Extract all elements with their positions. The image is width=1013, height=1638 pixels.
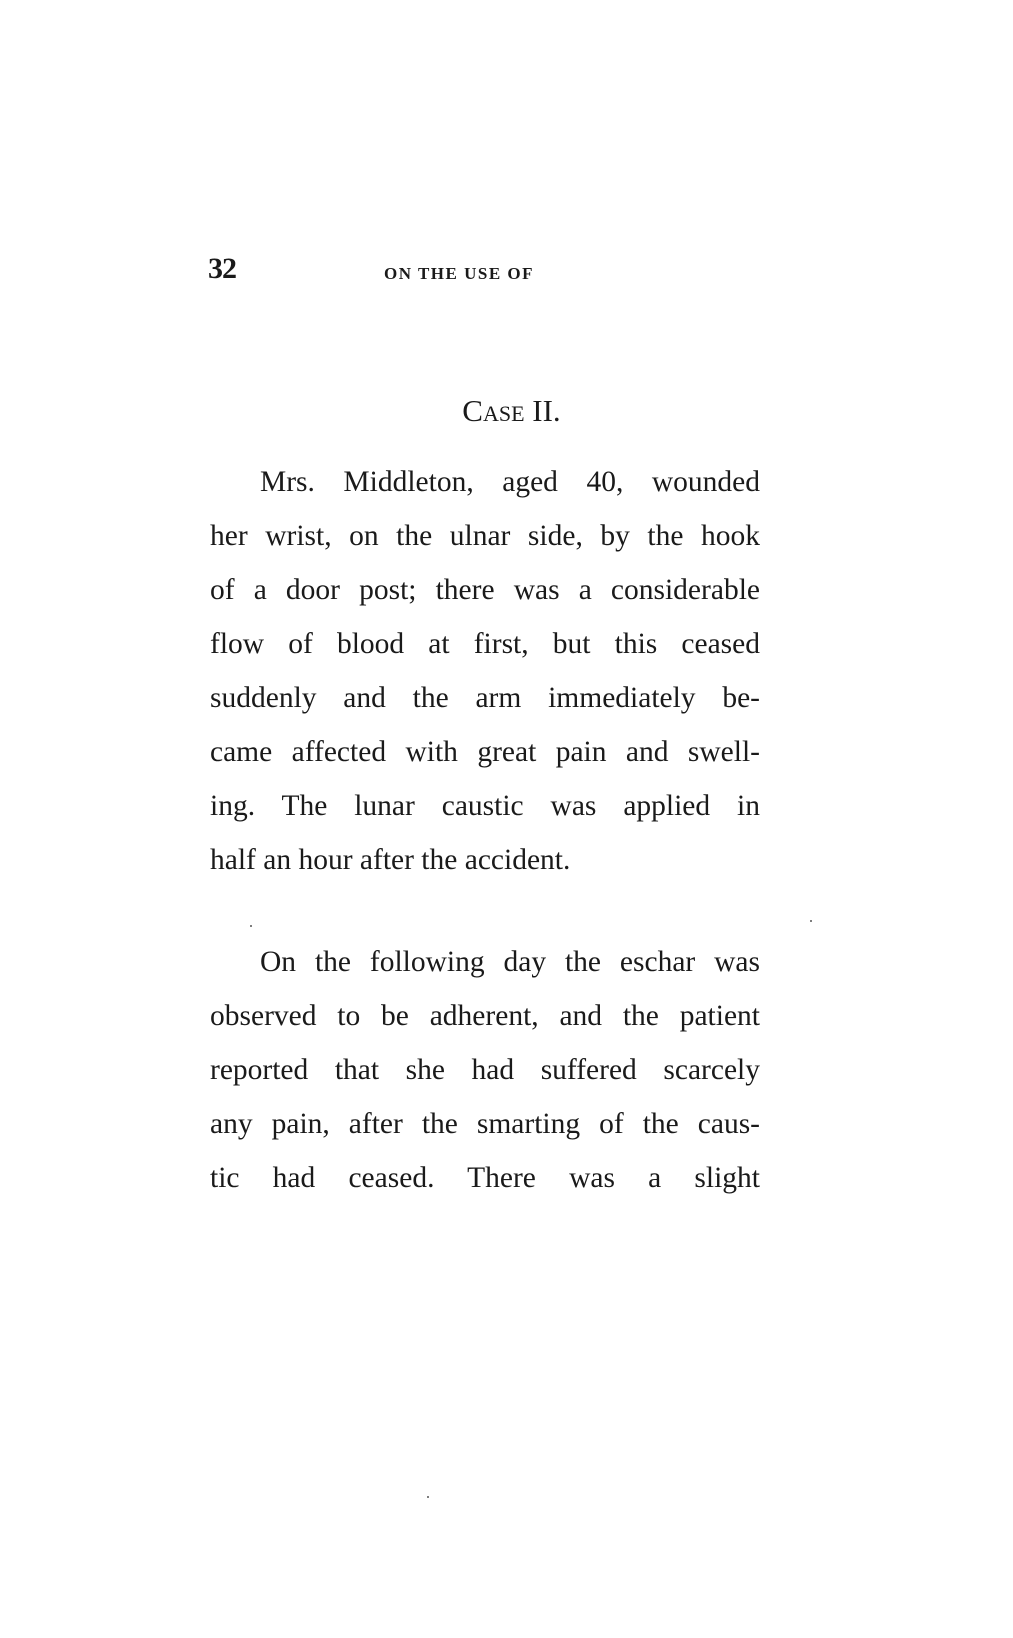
text-line: ing. The lunar caustic was applied in xyxy=(210,790,760,822)
text-line: flow of blood at first, but this ceased xyxy=(210,628,760,660)
case-title: Case II. xyxy=(462,393,561,428)
paragraph-following-day xyxy=(210,935,760,1205)
text-line: observed to be adherent, and the patient xyxy=(210,1000,760,1032)
text-line: On the following day the eschar was xyxy=(260,946,760,978)
text-line: tic had ceased. There was a slight xyxy=(210,1162,760,1194)
page-number: 32 xyxy=(208,252,236,285)
paragraph-case-description xyxy=(210,455,760,887)
text-line: came affected with great pain and swell- xyxy=(210,736,760,768)
print-speck xyxy=(427,1496,429,1498)
text-line: half an hour after the accident. xyxy=(210,844,571,876)
text-line: any pain, after the smarting of the caus- xyxy=(210,1108,760,1140)
running-title: ON THE USE OF xyxy=(384,264,535,283)
text-line: reported that she had suffered scarcely xyxy=(210,1054,760,1086)
text-line: her wrist, on the ulnar side, by the hook xyxy=(210,520,760,552)
print-speck xyxy=(810,920,812,922)
text-line: of a door post; there was a considerable xyxy=(210,574,760,606)
print-speck xyxy=(250,925,252,927)
text-line: Mrs. Middleton, aged 40, wounded xyxy=(260,466,760,498)
text-line: suddenly and the arm immediately be- xyxy=(210,682,760,714)
